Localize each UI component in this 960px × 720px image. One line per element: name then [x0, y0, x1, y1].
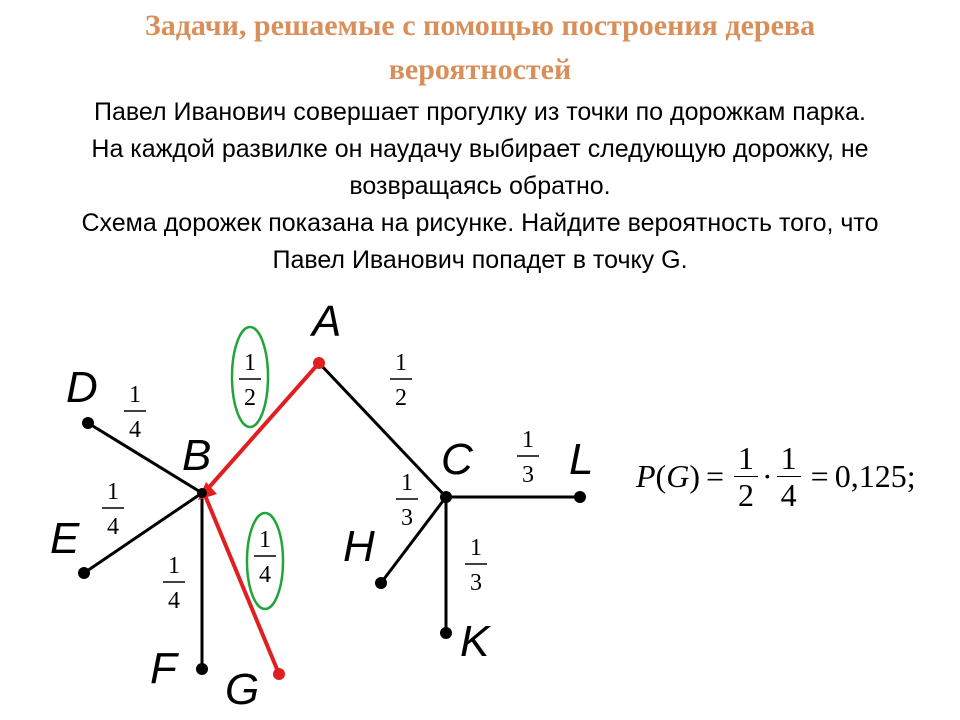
title-line-1: Задачи, решаемые с помощью построения дерева: [144, 9, 816, 42]
prob-a-b: [239, 350, 261, 411]
prob-a-b-den: 2: [244, 385, 256, 411]
node-f: [196, 663, 208, 675]
edge-a-c: [319, 363, 446, 497]
problem-line-5: Павел Иванович попадет в точку G.: [272, 246, 688, 274]
prob-c-k-num: 1: [470, 535, 482, 561]
problem-line-1: Павел Иванович совершает прогулку из точки по дорожкам парка.: [94, 98, 866, 126]
problem-line-3: возвращаясь обратно.: [349, 172, 611, 200]
label-h: H: [343, 522, 375, 571]
prob-b-g: [254, 527, 276, 588]
prob-b-f-den: 4: [168, 588, 180, 614]
prob-b-d-num: 1: [129, 382, 141, 408]
path-a-b: [204, 363, 319, 493]
prob-c-k-den: 3: [470, 570, 482, 596]
prob-c-k: [465, 535, 487, 596]
formula-fraction-1-den: 2: [738, 476, 755, 513]
formula-result: 0,125;: [834, 457, 916, 494]
node-g: [273, 668, 285, 680]
node-a: [313, 357, 325, 369]
highlight-ellipses: [232, 327, 283, 609]
edge-c-h: [381, 497, 446, 583]
probability-formula: [636, 436, 916, 516]
prob-b-f: [163, 553, 185, 614]
node-h: [375, 577, 387, 589]
prob-a-c-num: 1: [395, 350, 407, 376]
node-e: [78, 567, 90, 579]
prob-c-l-num: 1: [522, 427, 534, 453]
formula-close-paren: ): [689, 457, 700, 494]
prob-c-h-num: 1: [401, 470, 413, 496]
label-k: K: [460, 617, 490, 666]
prob-b-g-den: 4: [259, 562, 271, 588]
node-l: [574, 491, 586, 503]
highlight-ellipse-ab: [232, 327, 268, 427]
label-c: C: [441, 435, 473, 484]
node-d: [82, 417, 94, 429]
prob-b-e: [102, 479, 124, 540]
formula-dot: ·: [762, 457, 773, 494]
label-d: D: [66, 363, 98, 412]
label-g: G: [225, 665, 260, 714]
prob-c-l-den: 3: [522, 462, 534, 488]
formula-equals-1: =: [705, 457, 725, 494]
prob-b-d-den: 4: [129, 417, 141, 443]
prob-c-h-den: 3: [401, 505, 413, 531]
title-line-2: вероятностей: [388, 53, 572, 86]
formula-open-paren: (: [655, 457, 667, 494]
prob-a-b-num: 1: [244, 350, 256, 376]
label-a: A: [312, 297, 342, 346]
label-f: F: [150, 644, 177, 693]
formula-fraction-1-num: 1: [734, 440, 758, 477]
label-e: E: [50, 514, 80, 563]
prob-b-d: [124, 382, 146, 443]
prob-b-f-num: 1: [168, 553, 180, 579]
problem-line-4: Схема дорожек показана на рисунке. Найдите вероятность того, что: [81, 209, 879, 237]
node-b: [197, 488, 207, 498]
formula-fraction-2-num: 1: [777, 440, 801, 477]
prob-a-c: [390, 350, 412, 411]
prob-c-h: [396, 470, 418, 531]
node-k: [440, 627, 452, 639]
prob-b-e-den: 4: [107, 514, 119, 540]
highlighted-path: [198, 363, 319, 674]
formula-fraction-2-den: 4: [780, 476, 797, 513]
edge-probabilities: [102, 350, 539, 614]
formula-fraction-2: [777, 440, 801, 513]
label-l: L: [569, 435, 594, 484]
label-b: B: [182, 431, 212, 480]
nodes: [78, 357, 586, 680]
formula-g: G: [666, 457, 690, 494]
edge-b-e: [84, 493, 202, 573]
formula-fraction-1: [734, 440, 758, 513]
formula-p: P: [636, 457, 656, 494]
prob-c-l: [517, 427, 539, 488]
prob-b-g-num: 1: [259, 527, 271, 553]
node-c: [440, 491, 452, 503]
formula-equals-2: =: [810, 457, 829, 494]
prob-b-e-num: 1: [107, 479, 119, 505]
prob-a-c-den: 2: [395, 385, 407, 411]
edges: [84, 363, 580, 669]
problem-line-2: На каждой развилке он наудачу выбирает следующую дорожку, не: [91, 135, 869, 163]
